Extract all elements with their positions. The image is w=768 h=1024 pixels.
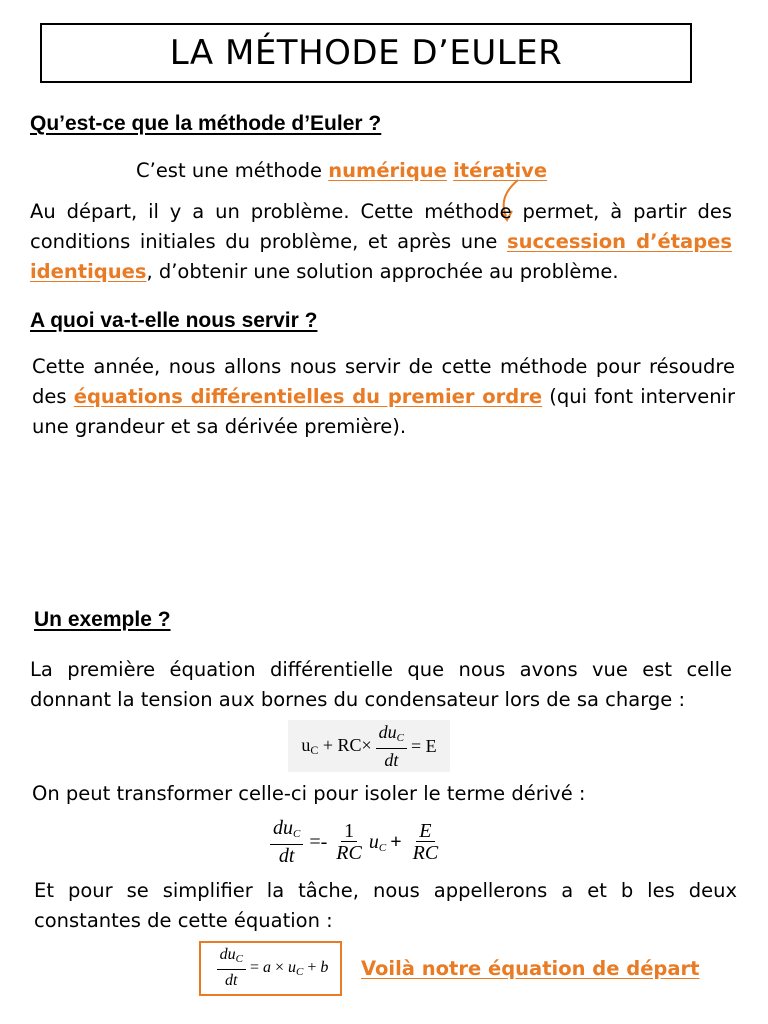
intro-text-2: , d’obtenir une solution approchée au problème. xyxy=(146,260,619,283)
page-title-box xyxy=(40,23,692,83)
highlight-succession: succession d’étapes identiques xyxy=(30,230,732,283)
equation-final-box: $\frac{du_C}{dt}$ = $a \times u_C + b$ xyxy=(199,941,342,996)
paragraph-constants: Et pour se simplifier la tâche, nous appellerons a et b les deux constantes de cette équation : xyxy=(34,879,737,932)
paragraph-example: La première équation différentielle que nous avons vue est celle donnant la tension aux bornes du condensateur lors de sa charge : xyxy=(30,658,732,711)
word-numerique: numérique xyxy=(328,159,447,182)
heading-what-is: Qu’est-ce que la méthode d’Euler ? xyxy=(30,112,382,135)
equation-charge: uC + RC× $\frac{du_C}{dt}$ = E xyxy=(288,720,450,772)
equation-isolated: $\frac{du_C}{dt}$ =- $\frac{1}{RC}$ $u_C$ + $\frac{E}{RC}$ xyxy=(266,814,445,870)
usage-text-1: Cette année, nous allons nous servir de cette méthode pour résoudre des xyxy=(32,355,735,408)
paragraph-usage xyxy=(32,352,735,442)
usage-text-2: (qui font intervenir une grandeur et sa dérivée première). xyxy=(32,385,735,438)
intro-text-1: Au départ, il y a un problème. Cette méthode permet, à partir des conditions initiales du problème, et après une xyxy=(30,200,732,253)
definition-line xyxy=(136,156,547,186)
heading-what-for: A quoi va-t-elle nous servir ? xyxy=(30,309,318,332)
heading-example: Un exemple ? xyxy=(34,608,171,631)
definition-text: C’est une méthode xyxy=(136,159,329,182)
page-title: LA MÉTHODE D’EULER xyxy=(169,33,563,73)
highlight-equations: équations différentielles du premier ordre xyxy=(73,385,543,408)
paragraph-intro xyxy=(30,197,732,287)
paragraph-transform: On peut transformer celle-ci pour isoler le terme dérivé : xyxy=(32,782,586,805)
final-equation-label xyxy=(361,957,699,980)
word-iterative: itérative xyxy=(453,159,548,182)
final-label-text: Voilà notre équation de départ xyxy=(361,957,700,980)
